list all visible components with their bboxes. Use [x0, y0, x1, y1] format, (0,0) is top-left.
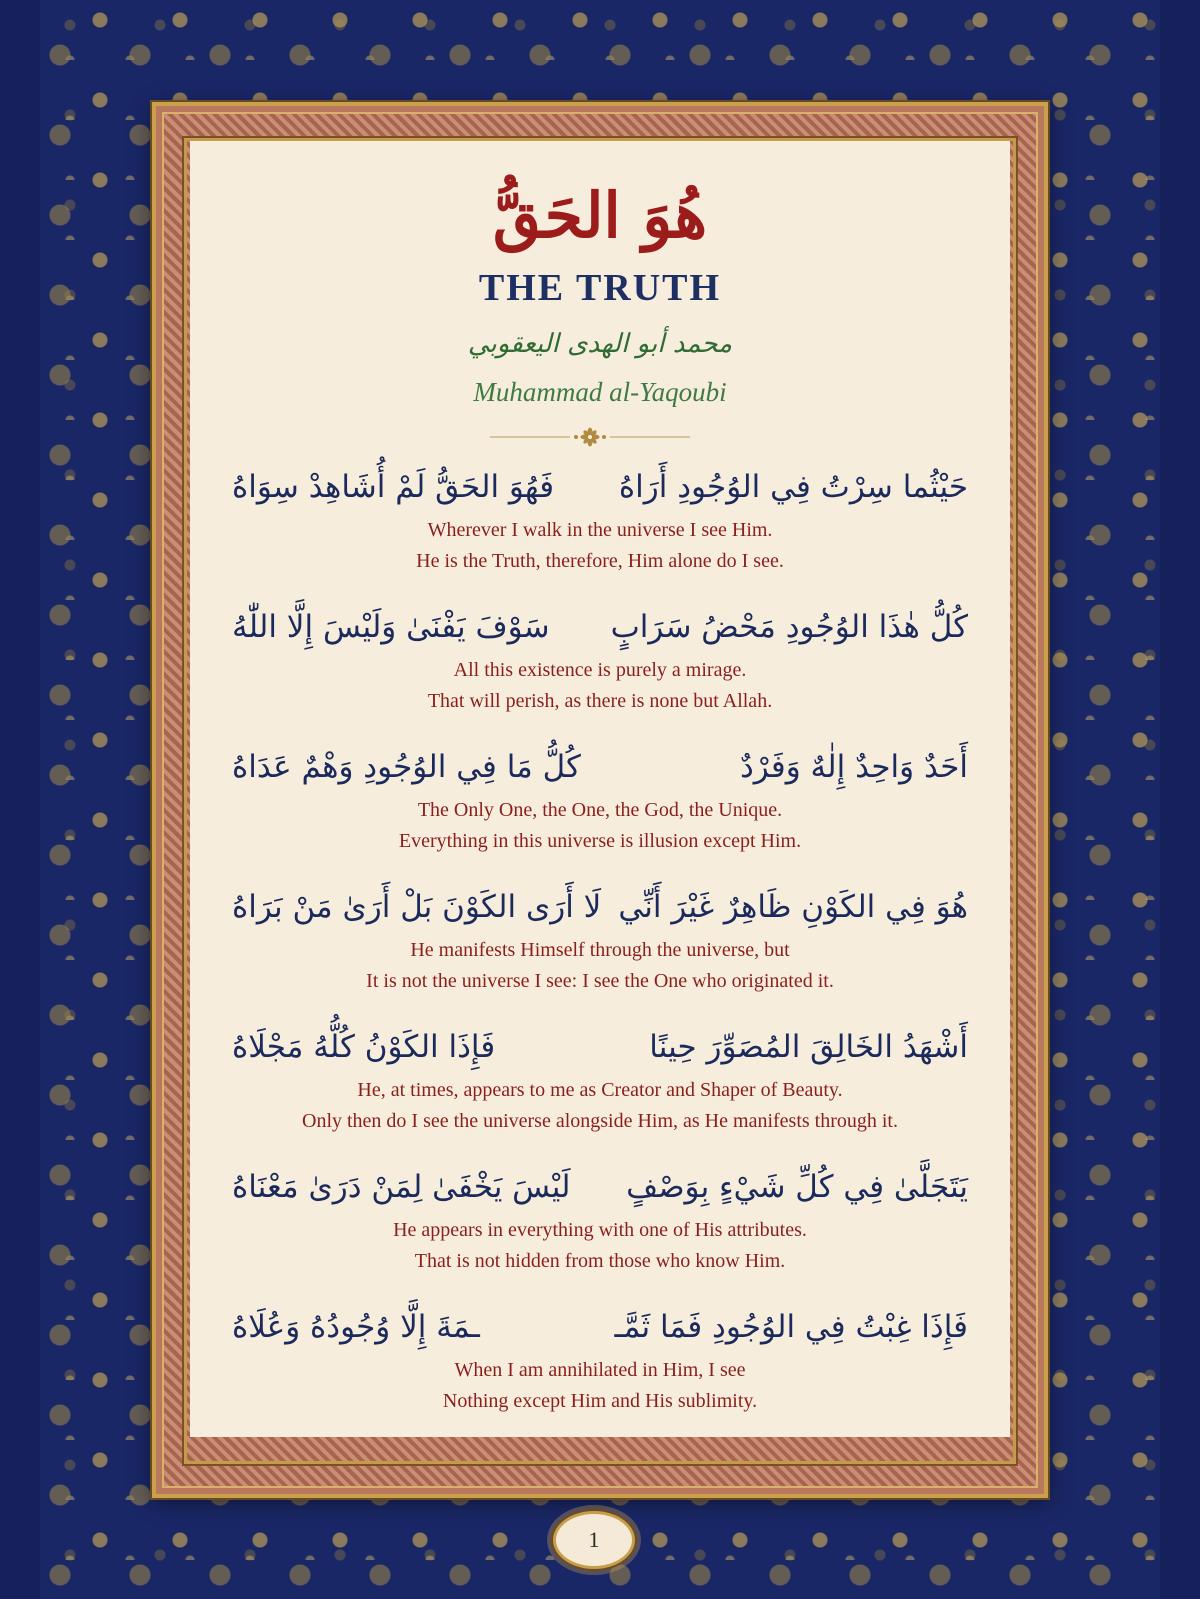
translation-line-2: Everything in this universe is illusion except Him.: [398, 830, 802, 852]
hemistich-first: كُلُّ هٰذَا الوُجُودِ مَحْضُ سَرَابٍ: [610, 609, 968, 645]
verse-arabic: [230, 739, 970, 795]
hemistich-second: لَا أَرَى الكَوْنَ بَلْ أَرَىٰ مَنْ بَرَاهُ: [232, 889, 602, 925]
hemistich-second: سَوْفَ يَفْنَىٰ وَلَيْسَ إِلَّا اللّٰهُ: [232, 609, 550, 645]
hemistich-second: كُلُّ مَا فِي الوُجُودِ وَهْمٌ عَدَاهُ: [232, 749, 581, 785]
title-english: THE TRUTH: [478, 267, 722, 309]
hemistich-first: أَحَدٌ وَاحِدٌ إِلٰهٌ وَفَرْدٌ: [739, 749, 968, 785]
right-border-strip: [1160, 0, 1200, 1599]
hemistich-first: يَتَجَلَّىٰ فِي كُلِّ شَيْءٍ بِوَصْفٍ: [626, 1169, 968, 1205]
verse-arabic: [230, 1019, 970, 1075]
hemistich-first: هُوَ فِي الكَوْنِ ظَاهِرٌ غَيْرَ أَنِّي: [618, 889, 968, 925]
hemistich-second: لَيْسَ يَخْفَىٰ لِمَنْ دَرَىٰ مَعْنَاهُ: [232, 1169, 571, 1205]
hemistich-second: ـمَةَ إِلَّا وُجُودُهُ وَعُلَاهُ: [232, 1309, 480, 1345]
poem-panel: [190, 141, 1010, 1437]
verse-arabic: [230, 459, 970, 515]
verse-7: [230, 1299, 970, 1417]
verse-3: [230, 739, 970, 857]
flower-divider-icon: [490, 427, 690, 447]
page-number-medallion: [553, 1511, 635, 1569]
verse-1: [230, 459, 970, 577]
left-border-strip: [0, 0, 40, 1599]
translation-line-1: He, at times, appears to me as Creator and Shaper of Beauty.: [357, 1079, 843, 1101]
author-english: Muhammad al-Yaqoubi: [473, 377, 727, 407]
title-arabic: هُوَ الحَقُّ: [492, 179, 708, 252]
author-arabic: محمد أبو الهدى اليعقوبي: [467, 329, 733, 359]
translation-line-1: All this existence is purely a mirage.: [453, 659, 747, 681]
translation-line-1: Wherever I walk in the universe I see Him.: [427, 519, 773, 541]
translation-line-1: When I am annihilated in Him, I see: [454, 1359, 746, 1381]
translation-line-2: That is not hidden from those who know Him.: [414, 1250, 786, 1272]
hemistich-second: فَهُوَ الحَقُّ لَمْ أُشَاهِدْ سِوَاهُ: [232, 469, 555, 505]
verse-6: [230, 1159, 970, 1277]
verse-arabic: [230, 1159, 970, 1215]
translation-line-1: He manifests Himself through the universe, but: [410, 939, 790, 961]
hemistich-second: فَإِذَا الكَوْنُ كُلُّهُ مَجْلَاهُ: [232, 1029, 496, 1065]
verse-arabic: [230, 879, 970, 935]
translation-line-2: Nothing except Him and His sublimity.: [442, 1390, 758, 1412]
translation-line-2: It is not the universe I see: I see the One who originated it.: [366, 970, 834, 992]
hemistich-first: حَيْثُما سِرْتُ فِي الوُجُودِ أَرَاهُ: [618, 469, 968, 505]
verse-5: [230, 1019, 970, 1137]
verse-4: [230, 879, 970, 997]
translation-line-1: He appears in everything with one of His attributes.: [393, 1219, 807, 1241]
translation-line-1: The Only One, the One, the God, the Unique.: [417, 799, 783, 821]
hemistich-first: أَشْهَدُ الخَالِقَ المُصَوِّرَ حِينًا: [649, 1029, 968, 1065]
translation-line-2: That will perish, as there is none but Allah.: [427, 690, 773, 712]
verse-2: [230, 599, 970, 717]
translation-line-2: He is the Truth, therefore, Him alone do I see.: [416, 550, 784, 572]
translation-line-2: Only then do I see the universe alongside Him, as He manifests through it.: [302, 1110, 898, 1132]
page-number: 1: [588, 1527, 600, 1552]
verse-arabic: [230, 1299, 970, 1355]
verse-arabic: [230, 599, 970, 655]
hemistich-first: فَإِذَا غِبْتُ فِي الوُجُودِ فَمَا ثَمَّـ: [614, 1309, 968, 1345]
